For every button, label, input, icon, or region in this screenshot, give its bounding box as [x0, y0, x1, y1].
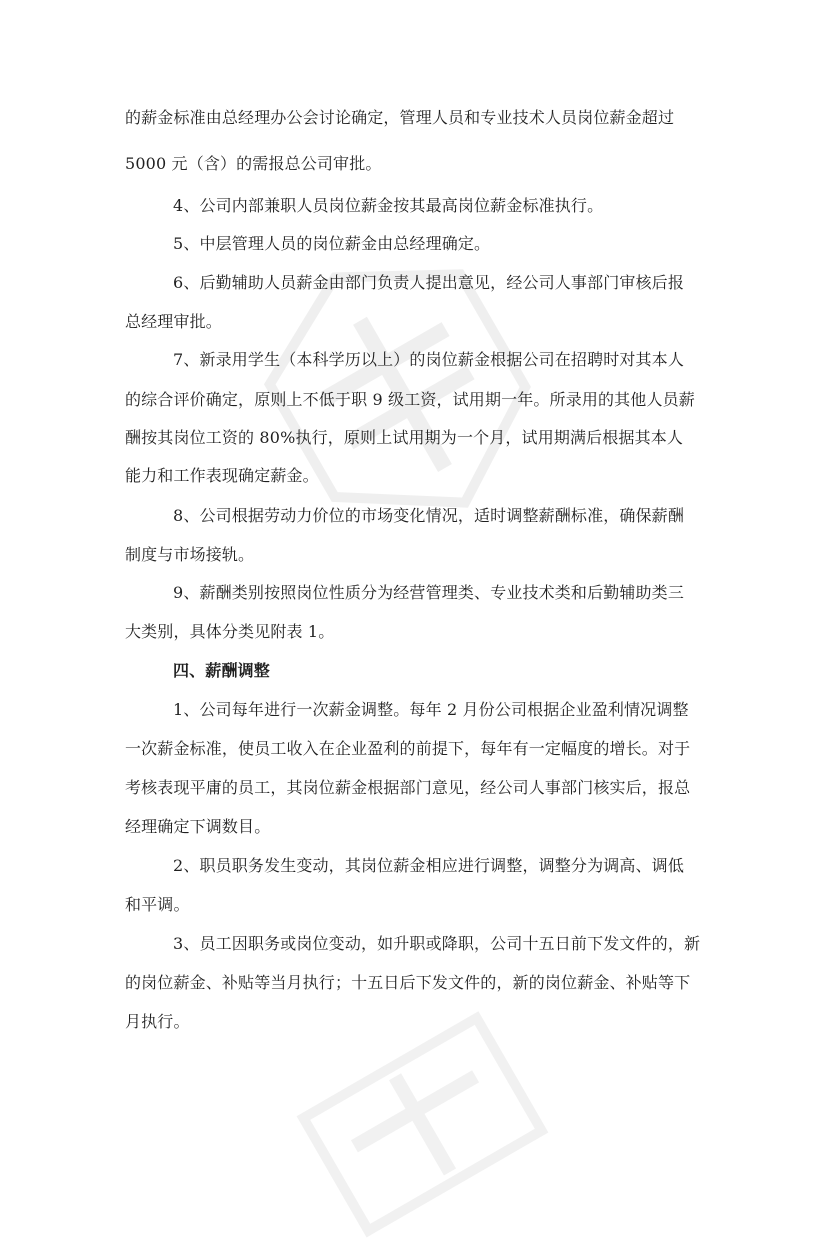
paragraph-line: 和平调。 — [125, 895, 190, 914]
paragraph-line: 8、公司根据劳动力价位的市场变化情况，适时调整薪酬标准，确保薪酬 — [173, 506, 684, 525]
paragraph-line: 经理确定下调数目。 — [125, 817, 271, 836]
paragraph-line: 2、职员职务发生变动，其岗位薪金相应进行调整，调整分为调高、调低 — [173, 856, 684, 875]
paragraph-line: 的岗位薪金、补贴等当月执行；十五日后下发文件的，新的岗位薪金、补贴等下 — [125, 973, 691, 992]
paragraph-line: 考核表现平庸的员工，其岗位薪金根据部门意见，经公司人事部门核实后，报总 — [125, 778, 691, 797]
paragraph-line: 能力和工作表现确定薪金。 — [125, 466, 319, 485]
watermark-seal-icon — [276, 991, 564, 1249]
paragraph-line: 3、员工因职务或岗位变动，如升职或降职，公司十五日前下发文件的，新 — [173, 934, 701, 953]
paragraph-line: 的综合评价确定，原则上不低于职 9 级工资，试用期一年。所录用的其他人员薪 — [125, 390, 695, 409]
paragraph-line: 5000 元（含）的需报总公司审批。 — [125, 154, 382, 173]
section-heading: 四、薪酬调整 — [173, 661, 270, 680]
paragraph-line: 1、公司每年进行一次薪金调整。每年 2 月份公司根据企业盈利情况调整 — [173, 700, 689, 719]
paragraph-line: 7、新录用学生（本科学历以上）的岗位薪金根据公司在招聘时对其本人 — [173, 350, 684, 369]
paragraph-line: 月执行。 — [125, 1012, 190, 1031]
paragraph-line: 6、后勤辅助人员薪金由部门负责人提出意见，经公司人事部门审核后报 — [173, 273, 684, 292]
paragraph-line: 总经理审批。 — [125, 312, 222, 331]
paragraph-line: 大类别，具体分类见附表 1。 — [125, 622, 335, 641]
paragraph-line: 9、薪酬类别按照岗位性质分为经营管理类、专业技术类和后勤辅助类三 — [173, 583, 684, 602]
paragraph-line: 4、公司内部兼职人员岗位薪金按其最高岗位薪金标准执行。 — [173, 196, 604, 215]
paragraph-line: 一次薪金标准，使员工收入在企业盈利的前提下，每年有一定幅度的增长。对于 — [125, 739, 691, 758]
paragraph-line: 制度与市场接轨。 — [125, 545, 255, 564]
paragraph-line: 酬按其岗位工资的 80%执行，原则上试用期为一个月，试用期满后根据其本人 — [125, 428, 684, 447]
paragraph-line: 5、中层管理人员的岗位薪金由总经理确定。 — [173, 234, 491, 253]
paragraph-line: 的薪金标准由总经理办公会讨论确定，管理人员和专业技术人员岗位薪金超过 — [125, 108, 675, 127]
